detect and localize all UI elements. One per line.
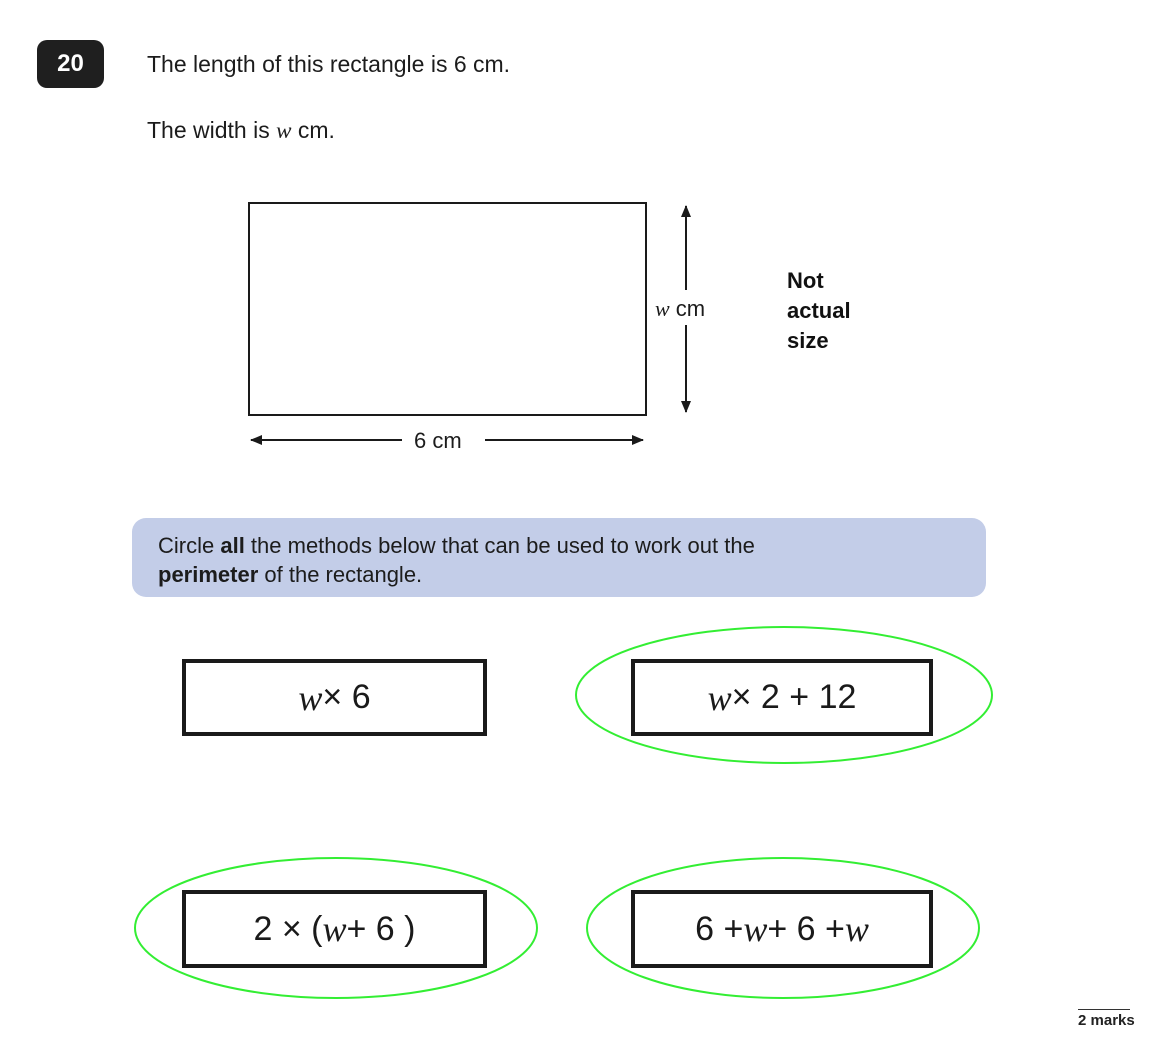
intro-length-text: The length of this rectangle is 6 cm. xyxy=(147,51,511,77)
method-c-pre: 2 × ( xyxy=(253,909,323,948)
length-label: 6 cm xyxy=(414,428,462,453)
width-label-unit: cm xyxy=(669,296,706,321)
rectangle-shape xyxy=(249,203,646,415)
method-box-c[interactable] xyxy=(182,890,487,968)
intro-width-var: w xyxy=(276,118,292,143)
not-actual-size-line-2: actual xyxy=(787,298,851,323)
not-actual-size-note xyxy=(787,266,851,356)
method-d-pre: 6 + xyxy=(695,909,744,948)
marks-rule xyxy=(1078,1009,1130,1010)
method-c-var: w xyxy=(322,909,347,949)
method-b-var: w xyxy=(707,677,732,718)
method-a-var: w xyxy=(298,677,323,718)
method-d-var-1: w xyxy=(743,909,768,949)
marks-label: 2 marks xyxy=(1078,1012,1135,1029)
width-label-var: w xyxy=(655,296,670,321)
not-actual-size-line-3: size xyxy=(787,328,829,353)
instruction-bold-perimeter: perimeter xyxy=(158,562,259,587)
instruction-text-3: of the rectangle. xyxy=(258,562,423,587)
method-d-var-2: w xyxy=(844,909,869,949)
instruction-bold-all: all xyxy=(220,533,245,558)
method-b-rest: × 2 + 12 xyxy=(731,678,857,716)
method-a-rest: × 6 xyxy=(322,678,371,716)
not-actual-size-line-1: Not xyxy=(787,268,824,293)
intro-width-rest: cm. xyxy=(291,117,335,143)
question-number: 20 xyxy=(37,40,104,88)
instruction-text-2: the methods below that can be used to work out the xyxy=(244,533,755,558)
intro-width-prefix: The width is xyxy=(147,117,277,143)
method-box-a[interactable] xyxy=(182,659,487,736)
method-box-d[interactable] xyxy=(631,890,933,968)
method-d-mid: + 6 + xyxy=(767,909,845,948)
instruction-text-1: Circle xyxy=(158,533,221,558)
width-label xyxy=(655,296,705,322)
method-c-rest: + 6 ) xyxy=(346,909,416,948)
instruction-box xyxy=(132,518,986,597)
method-box-b[interactable] xyxy=(631,659,933,736)
